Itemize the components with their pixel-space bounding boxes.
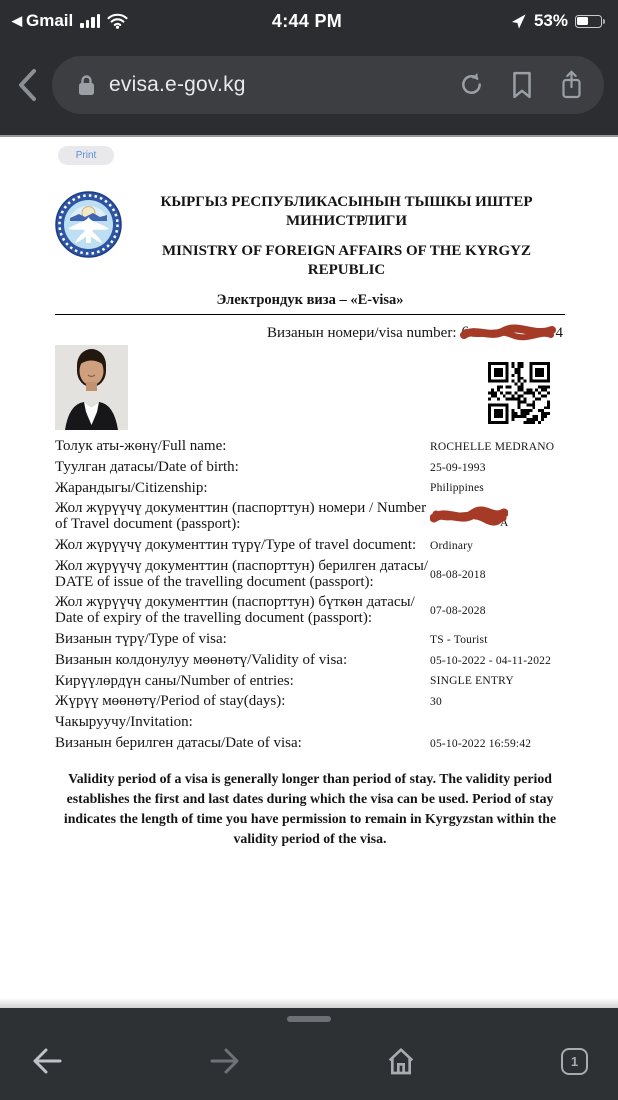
field-value: SINGLE ENTRY [430,675,514,688]
wifi-icon [107,13,128,29]
redaction-visible-char: A [500,516,509,529]
visa-number-label: Визанын номери/visa number: [267,324,457,341]
browser-toolbar [0,1008,618,1100]
qr-code [488,362,550,424]
field-label: Жол жүрүүчү документтин түрү/Type of travel document: [55,536,417,553]
field-row [55,460,565,476]
chrome-back-button[interactable] [10,68,44,102]
field-value: 07-08-2028 [430,605,486,618]
field-row [55,653,565,669]
field-label: Визанын колдонулуу мөөнөтү/Validity of visa: [55,651,348,668]
home-icon [385,1045,417,1077]
divider-rule [55,314,565,315]
url-omnibox[interactable] [52,56,604,114]
kyrgyz-ministry-emblem [55,191,122,258]
browser-chrome [0,42,618,137]
battery-icon [575,15,602,28]
field-row [55,632,565,648]
battery-percent: 53% [533,11,568,30]
field-label: Чакыруучу/Invitation: [55,714,193,731]
field-value: 30 [430,696,442,709]
validity-note: Validity period of a visa is generally longer than period of stay. The validity period establishes the first and last dates during which the visa can be used. Period of stay indicates the length of time you have permission to remain in Kyrgyzstan within the validity period of the visa. [63,770,557,846]
field-value: 05-10-2022 - 04-11-2022 [430,654,552,667]
visa-fields-table [55,439,565,752]
home-button[interactable] [385,1045,417,1077]
arrow-right-icon [208,1046,242,1076]
field-value: TS - Tourist [430,633,488,646]
nav-back-button[interactable] [30,1046,64,1076]
field-value: 25-09-1993 [430,461,486,474]
field-label: Жол жүрүүчү документтин (паспорттун) бүткөн датасы/ Date of expiry of the travelling document (passport): [55,594,415,627]
status-bar [0,0,618,42]
field-label: Визанын түрү/Type of visa: [55,630,227,647]
field-label: Жүрүү мөөнөтү/Period of stay(days): [55,693,286,710]
share-button[interactable] [559,70,584,100]
field-value [430,506,565,529]
field-row [55,439,565,455]
document-header [55,191,565,280]
field-label: Туулган датасы/Date of birth: [55,458,239,475]
visa-number-redaction: 6 [460,324,556,342]
field-value: 05-10-2022 16:59:42 [430,737,532,750]
field-row [55,715,565,731]
ministry-title-english: MINISTRY OF FOREIGN AFFAIRS OF THE KYRGYZ REPUBLIC [162,243,531,278]
bookmark-button[interactable] [511,71,533,99]
field-row [55,481,565,497]
toolbar-grabber[interactable] [287,1016,331,1022]
url-text: evisa.e-gov.kg [109,72,246,96]
print-button[interactable]: Print [58,146,114,165]
cellular-signal-icon [80,14,100,28]
field-label: Визанын берилген датасы/Date of visa: [55,734,302,751]
redaction-scribble [430,506,508,526]
visa-number-visible-digit: 4 [555,324,563,341]
field-row [55,736,565,752]
back-triangle-icon: ◀ [12,13,22,28]
field-label: Толук аты-жөнү/Full name: [55,438,227,454]
visa-number-line [55,324,565,342]
field-row [55,674,565,690]
field-value: ROCHELLE MEDRANO [430,440,555,453]
field-row [55,694,565,710]
tab-switcher-button[interactable]: 1 [561,1048,588,1075]
field-value: Philippines [430,482,484,495]
applicant-photo [55,345,128,430]
lock-icon [78,74,95,96]
field-row [55,501,565,533]
back-app-label: Gmail [26,11,74,30]
field-label: Кирүүлөрдүн саны/Number of entries: [55,672,294,689]
field-value: 08-08-2018 [430,568,486,581]
field-label: Жол жүрүүчү документтин (паспорттун) номери / Number of Travel document (passport): [55,500,427,533]
field-row [55,538,565,554]
clock: 4:44 PM [271,10,343,31]
nav-forward-button[interactable] [208,1046,242,1076]
field-label: Жарандыгы/Citizenship: [55,479,208,496]
evisa-document-page [0,137,618,1008]
field-value: Ordinary [430,539,474,552]
field-row [55,559,565,591]
evisa-subtitle: Электрондук виза – «E-visa» [216,292,404,308]
field-label: Жол жүрүүчү документтин (паспорттун) берилген датасы/ DATE of issue of the travelling document (passport): [55,557,429,590]
chevron-left-icon [16,68,38,102]
location-arrow-icon [510,13,527,30]
reload-button[interactable] [458,71,485,98]
ministry-title-kyrgyz: КЫРГЫЗ РЕСПУБЛИКАСЫНЫН ТЫШКЫ ИШТЕР МИНИСТРЛИГИ [160,194,533,229]
field-row [55,595,565,627]
arrow-left-icon [30,1046,64,1076]
back-to-app-button[interactable] [12,11,73,31]
